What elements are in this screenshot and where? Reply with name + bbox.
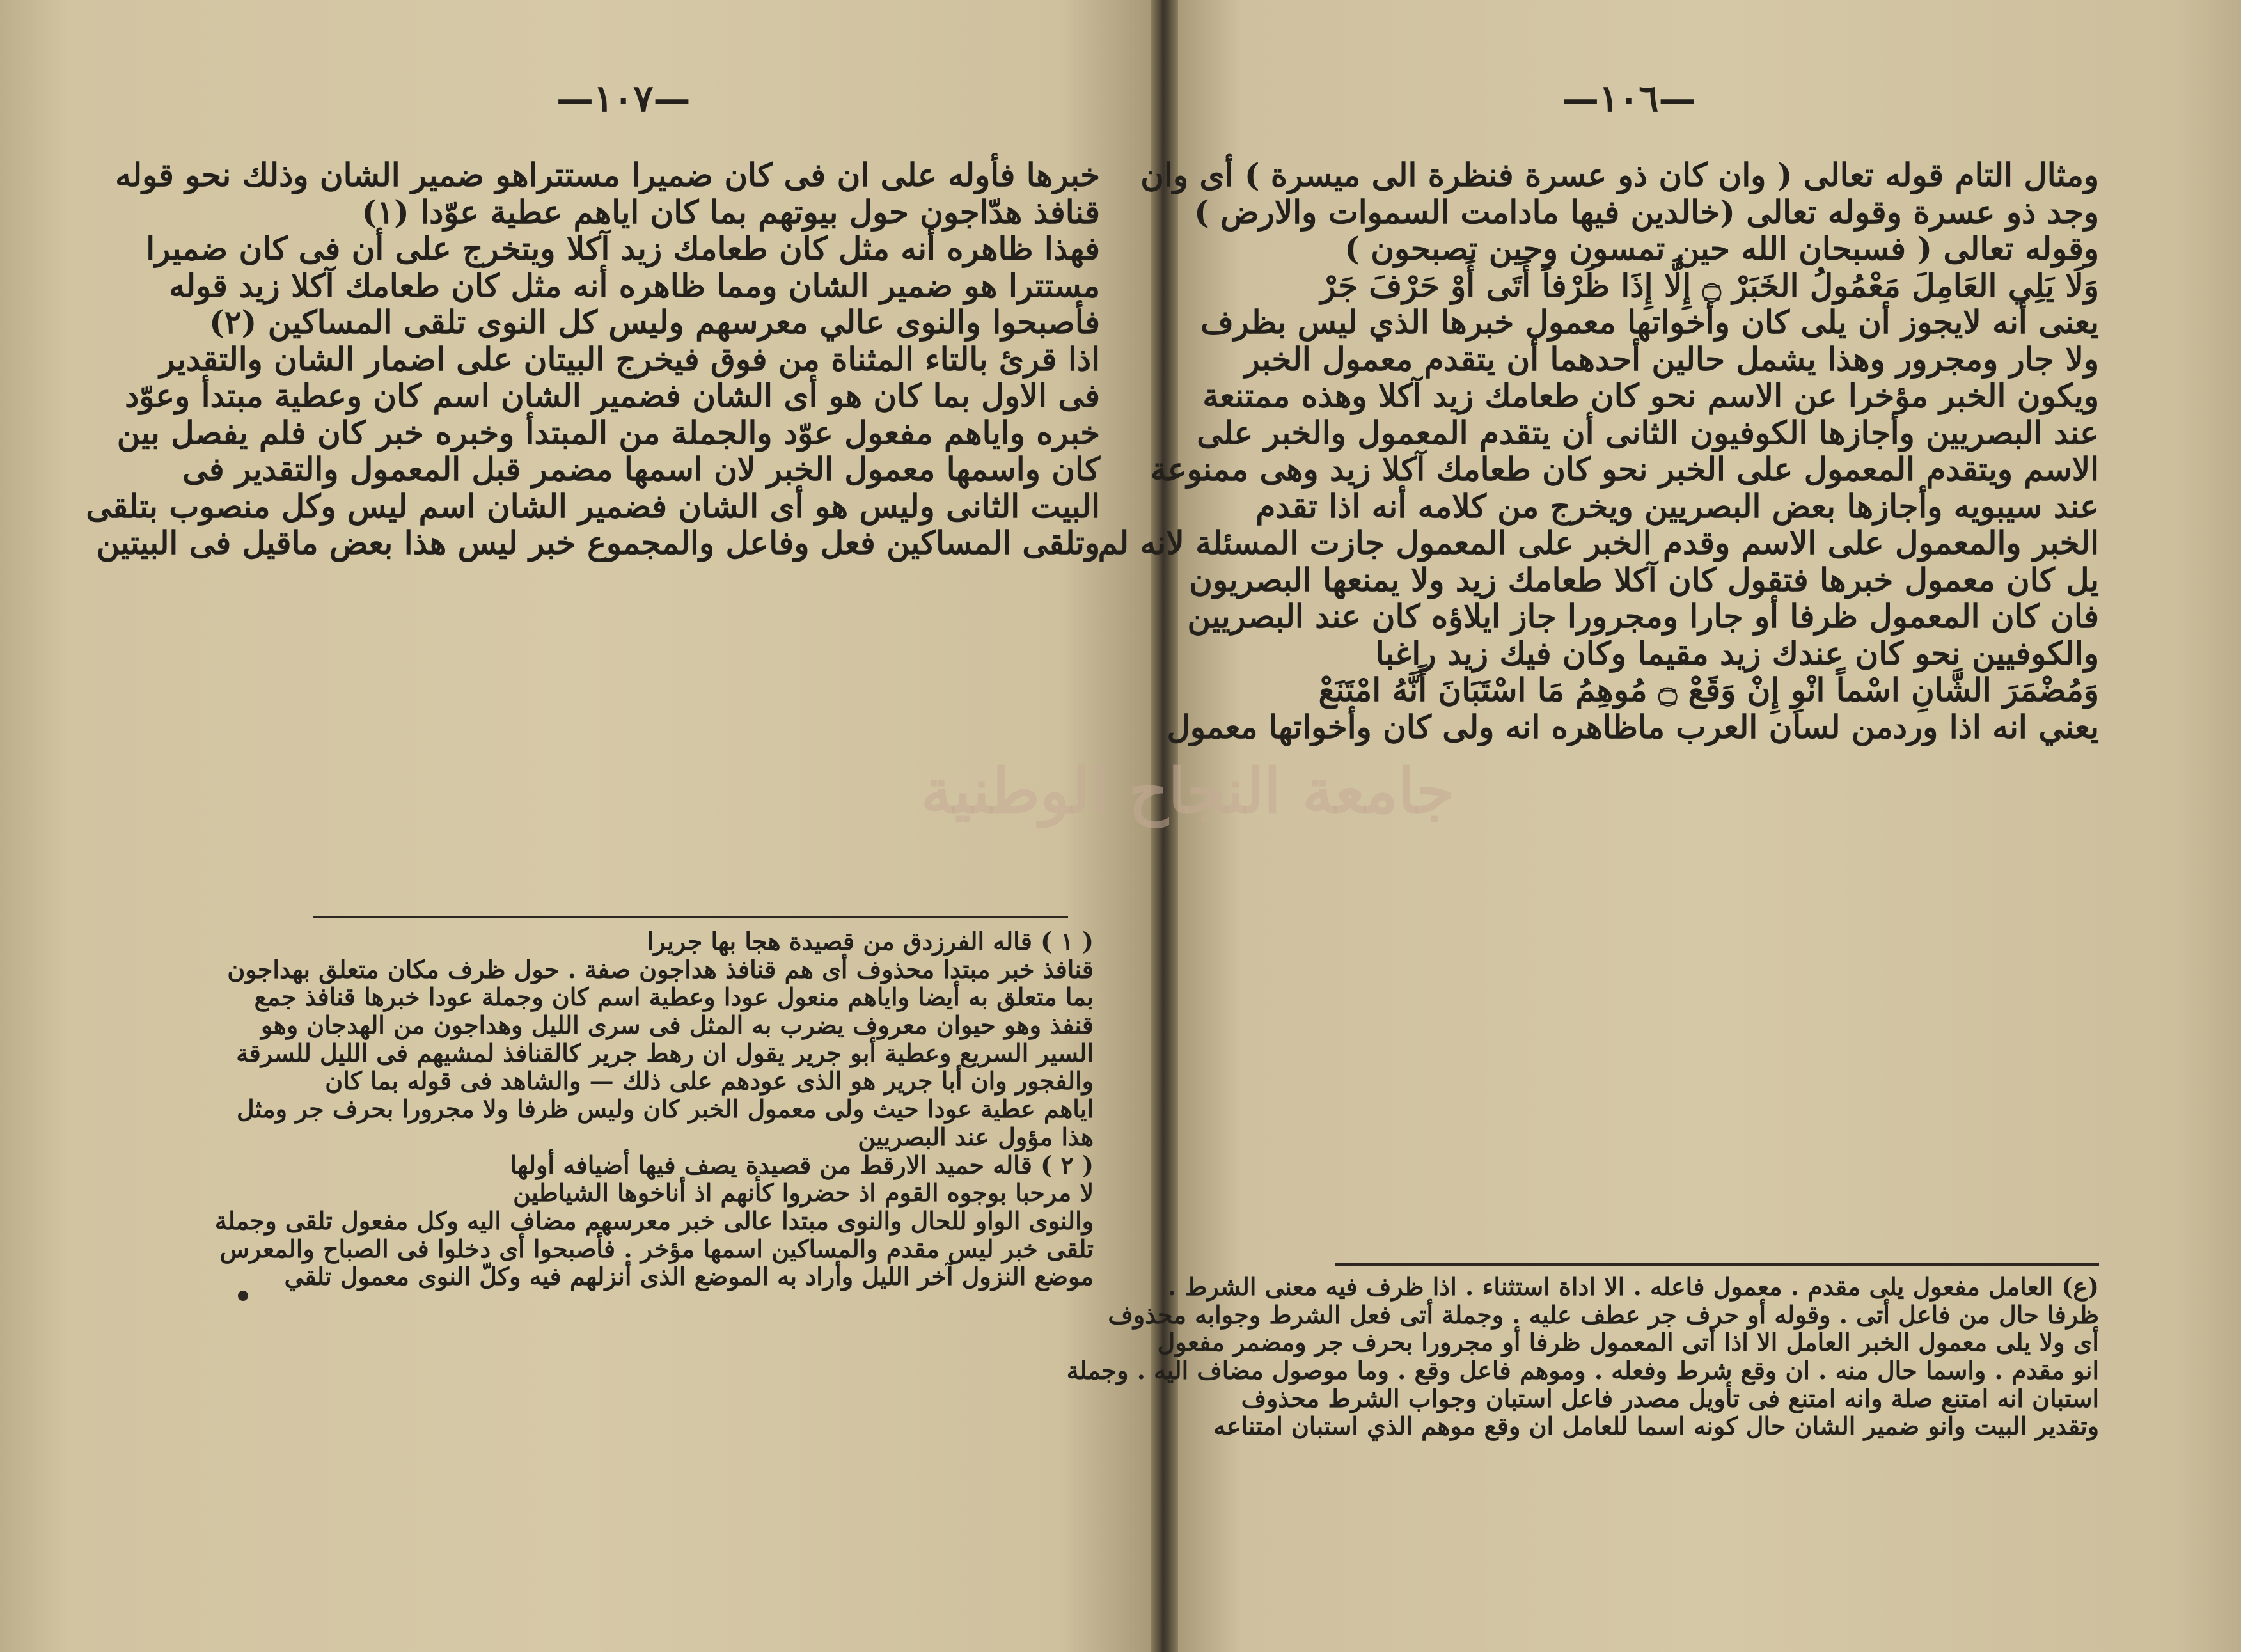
text-line: وجد ذو عسرة وقوله تعالى (خالدين فيها مادامت السموات والارض ) xyxy=(1194,193,2099,231)
footnote-line: موضع النزول آخر الليل وأراد به الموضع الذى أنزلهم فيه وكلّ النوى معمول تلقي xyxy=(284,1262,1094,1291)
footnote-line: ظرفا حال من فاعل أتى . وقوله أو حرف جر عطف عليه . وجملة أتى فعل الشرط وجوابه محذوف xyxy=(1108,1300,2099,1329)
right-main-text xyxy=(1097,156,2099,746)
footnote-line: انو مقدم . واسما حال منه . ان وقع شرط وفعله . وموهم فاعل وقع . وما موصول مضاف اليه . وجملة xyxy=(1066,1356,2099,1385)
text-line: وَمُضْمَرَ الشَّانِ اسْماً انْوِ إِنْ وَقَعْ ۝ مُوهِمُ مَا اسْتَبَانَ أَنَّهُ امْتَنَعْ xyxy=(1318,671,2099,709)
text-line: الاسم ويتقدم المعمول على الخبر نحو كان طعامك آكلا زيد وهى ممنوعة xyxy=(1150,450,2099,488)
right-page-number: —١٠٦— xyxy=(1562,77,1696,120)
right-footnotes xyxy=(1066,1272,2099,1441)
text-line: يعنى أنه لايجوز أن يلى كان وأخواتها معمول خبرها الذي ليس بظرف xyxy=(1200,303,2099,341)
left-footnote-rule xyxy=(313,916,1068,918)
text-line: والكوفيين نحو كان عندك زيد مقيما وكان فيك زيد راغبا xyxy=(1375,634,2099,672)
text-line: فان كان المعمول ظرفا أو جارا ومجرورا جاز ايلاؤه كان عند البصريين xyxy=(1187,597,2099,635)
text-line: وقوله تعالى ( فسبحان الله حين تمسون وحين تصبحون ) xyxy=(1344,230,2099,267)
right-footnote-rule xyxy=(1335,1263,2099,1266)
footnote-line: لا مرحبا بوجوه القوم اذ حضروا كأنهم اذ أناخوها الشياطين xyxy=(513,1178,1094,1208)
footnote-line: تلقى خبر ليس مقدم والمساكين اسمها مؤخر . فأصبحوا أى دخلوا فى الصباح والمعرس xyxy=(219,1234,1094,1263)
text-line: وتلقى المساكين فعل وفاعل والمجموع خبر ليس هذا بعض ماقيل فى البيتين xyxy=(96,524,1100,562)
text-line: يعني انه اذا وردمن لسان العرب ماظاهره انه ولى كان وأخواتها معمول xyxy=(1167,707,2099,746)
text-line: كان واسمها معمول الخبر لان اسمها مضمر قبل المعمول والتقدير فى xyxy=(182,450,1100,488)
footnote-line: قنافذ خبر مبتدا محذوف أى هم قنافذ هداجون صفة . حول ظرف مكان متعلق بهداجون xyxy=(227,954,1094,984)
text-line: قنافذ هدّاجون حول بيوتهم بما كان اياهم عطية عوّدا (١) xyxy=(361,193,1100,231)
text-line: خبره واياهم مفعول عوّد والجملة من المبتدأ وخبره خبر كان فلم يفصل بين xyxy=(116,413,1100,452)
text-line: فأصبحوا والنوى عالي معرسهم وليس كل النوى تلقى المساكين (٢) xyxy=(209,303,1100,341)
ink-spot xyxy=(238,1291,248,1301)
text-line: خبرها فأوله على ان فى كان ضميرا مستتراهو ضمير الشان وذلك نحو قوله xyxy=(115,156,1100,194)
footnote-line: بما متعلق به أيضا واياهم منعول عودا وعطية اسم كان وجملة عودا خبرها قنافذ جمع xyxy=(254,982,1094,1012)
left-main-text xyxy=(86,156,1100,562)
text-line: وَلَا يَلِي العَامِلَ مَعْمُولُ الخَبَرْ ۝ إِلَّا إِذَا ظَرْفاً أَتَى أَوْ حَرْفَ جَرْ xyxy=(1320,266,2099,304)
footnote-line: اياهم عطية عودا حيث ولى معمول الخبر كان وليس ظرفا ولا مجرورا بحرف جر ومثل xyxy=(237,1094,1094,1124)
footnote-line: ( ١ ) قاله الفرزدق من قصيدة هجا بها جريرا xyxy=(647,927,1094,956)
text-line: عند سيبويه وأجازها بعض البصريين ويخرج من كلامه أنه اذا تقدم xyxy=(1255,487,2099,525)
footnote-line: (ع) العامل مفعول يلى مقدم . معمول فاعله . الا اداة استثناء . اذا ظرف فيه معنى الشرط . xyxy=(1167,1272,2099,1301)
text-line: ومثال التام قوله تعالى ( وان كان ذو عسرة فنظرة الى ميسرة ) أى وان xyxy=(1140,156,2099,194)
footnote-line: والفجور وان أبا جرير هو الذى عودهم على ذلك — والشاهد فى قوله بما كان xyxy=(325,1066,1094,1096)
text-line: فى الاول بما كان هو أى الشان فضمير الشان اسم كان وعطية مبتدأ وعوّد xyxy=(125,377,1100,414)
text-line: البيت الثانى وليس هو أى الشان فضمير الشان اسم ليس وكل منصوب بتلقى xyxy=(86,487,1100,525)
text-line: ويكون الخبر مؤخرا عن الاسم نحو كان طعامك زيد آكلا وهذه ممتنعة xyxy=(1202,377,2099,414)
text-line: يل كان معمول خبرها فتقول كان آكلا طعامك زيد ولا يمنعها البصريون xyxy=(1189,560,2099,599)
text-line: فهذا ظاهره أنه مثل كان طعامك زيد آكلا ويتخرج على أن فى كان ضميرا xyxy=(146,230,1100,267)
footnote-line: وتقدير البيت وانو ضمير الشان حال كونه اسما للعامل ان وقع موهم الذي استبان امتناعه xyxy=(1213,1412,2099,1441)
footnote-line: السير السريع وعطية أبو جرير يقول ان رهط جرير كالقنافذ لمشيهم فى الليل للسرقة xyxy=(236,1038,1094,1067)
footnote-line: استبان انه امتنع صلة وانه امتنع فى تأويل مصدر فاعل استبان وجواب الشرط محذوف xyxy=(1241,1383,2099,1413)
footnote-line: أى ولا يلى معمول الخبر العامل الا اذا أتى المعمول ظرفا أو مجرورا بحرف جر ومضمر مفعول xyxy=(1157,1328,2099,1357)
footnote-line: قنفذ وهو حيوان معروف يضرب به المثل فى سرى الليل وهداجون من الهدجان وهو xyxy=(261,1011,1094,1040)
left-page-number: —١٠٧— xyxy=(556,77,691,120)
footnote-line: ( ٢ ) قاله حميد الارقط من قصيدة يصف فيها أضيافه أولها xyxy=(510,1150,1094,1179)
text-line: ولا جار ومجرور وهذا يشمل حالين أحدهما أن يتقدم معمول الخبر xyxy=(1244,340,2099,378)
library-stamp: جامعة النجاح الوطنية xyxy=(921,755,1455,827)
footnote-line: هذا مؤول عند البصريين xyxy=(858,1122,1094,1151)
text-line: عند البصريين وأجازها الكوفيون الثانى أن يتقدم المعمول والخبر على xyxy=(1197,413,2099,452)
text-line: الخبر والمعمول على الاسم وقدم الخبر على المعمول جازت المسئلة لانه لم xyxy=(1097,524,2099,562)
left-footnotes xyxy=(185,927,1094,1291)
text-line: اذا قرئ بالتاء المثناة من فوق فيخرج البيتان على اضمار الشان والتقدير xyxy=(159,340,1100,378)
footnote-line: والنوى الواو للحال والنوى مبتدا عالى خبر معرسهم مضاف اليه وكل مفعول تلقى وجملة xyxy=(214,1206,1094,1235)
text-line: مستترا هو ضمير الشان ومما ظاهره أنه مثل كان طعامك آكلا زيد قوله xyxy=(169,266,1100,304)
